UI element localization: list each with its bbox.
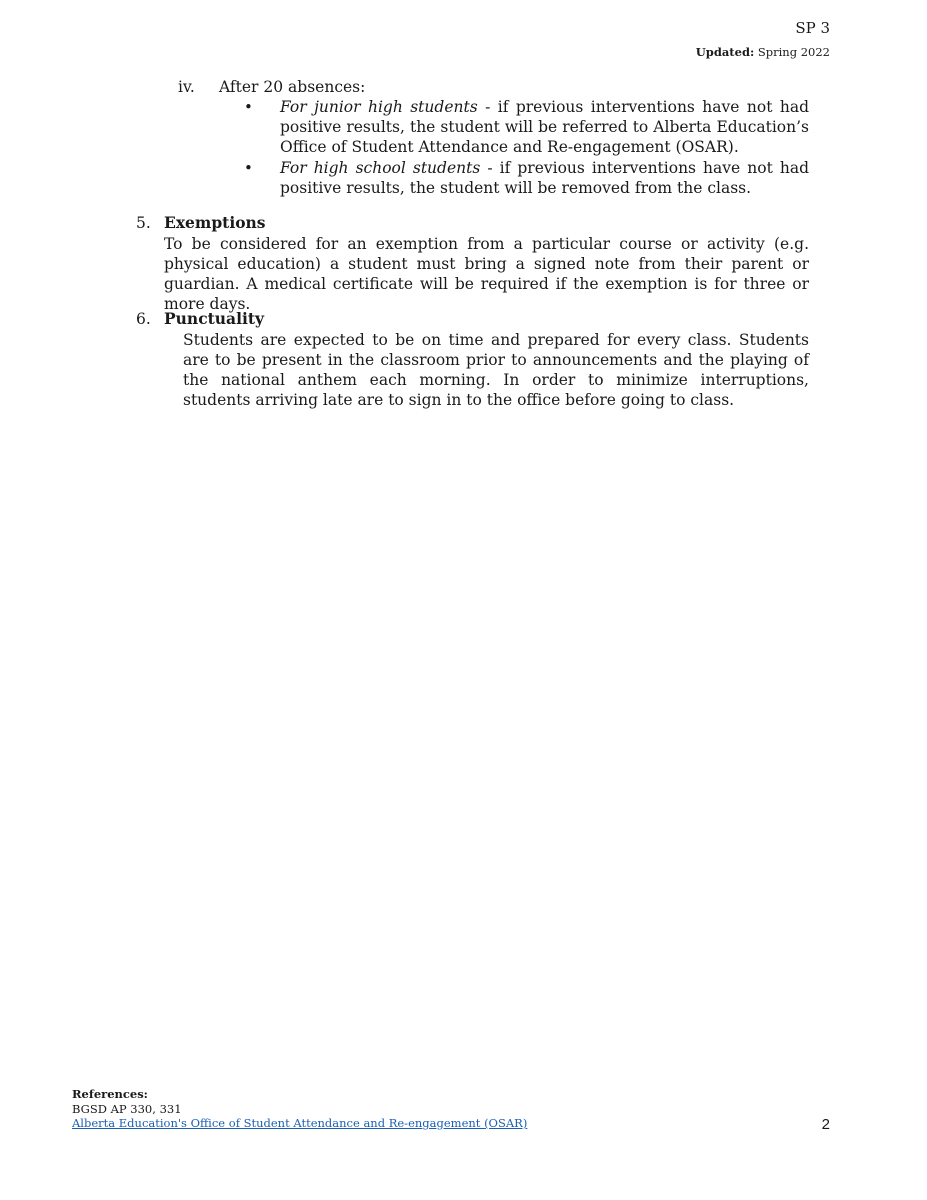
section-5-number: 5. (136, 214, 151, 232)
bullet-junior-high (280, 97, 809, 157)
document-code: SP 3 (795, 19, 830, 37)
bullet-text: - if previous interventions have not had positive results, the student will be removed from the class. (280, 159, 809, 197)
osar-link[interactable]: Alberta Education's Office of Student Attendance and Re-engagement (OSAR) (72, 1116, 528, 1130)
bullet-symbol: • (244, 159, 253, 177)
references-line: BGSD AP 330, 331 (72, 1102, 182, 1116)
bullet-text: - if previous interventions have not had positive results, the student will be referred to Alberta Education’s Office of Student Attendance and Re-engagement (OSAR). (280, 98, 809, 156)
updated-value: Spring 2022 (757, 45, 830, 59)
item-iv-numeral: iv. (178, 78, 195, 96)
section-5-body: To be considered for an exemption from a particular course or activity (e.g. physical education) a student must bring a signed note from their parent or guardian. A medical certificate will be required if the exemption is for three or more days. (164, 235, 809, 313)
section-6-body: Students are expected to be on time and prepared for every class. Students are to be present in the classroom prior to announcements and the playing of the national anthem each morning. In order to minimize interruptions, students arriving late are to sign in to the office before going to class. (183, 331, 809, 409)
updated-line (696, 45, 830, 59)
section-6-title: Punctuality (164, 309, 265, 328)
bullet-high-school (280, 158, 809, 198)
bullet-lead: For junior high students (280, 98, 478, 116)
bullet-lead: For high school students (280, 159, 481, 177)
item-iv-text: After 20 absences: (219, 78, 366, 96)
updated-label: Updated: (695, 45, 755, 59)
section-5-title: Exemptions (164, 213, 266, 232)
references-title: References: (72, 1087, 148, 1101)
section-6-number: 6. (136, 310, 151, 328)
bullet-symbol: • (244, 98, 253, 116)
page-number: 2 (821, 1116, 830, 1133)
